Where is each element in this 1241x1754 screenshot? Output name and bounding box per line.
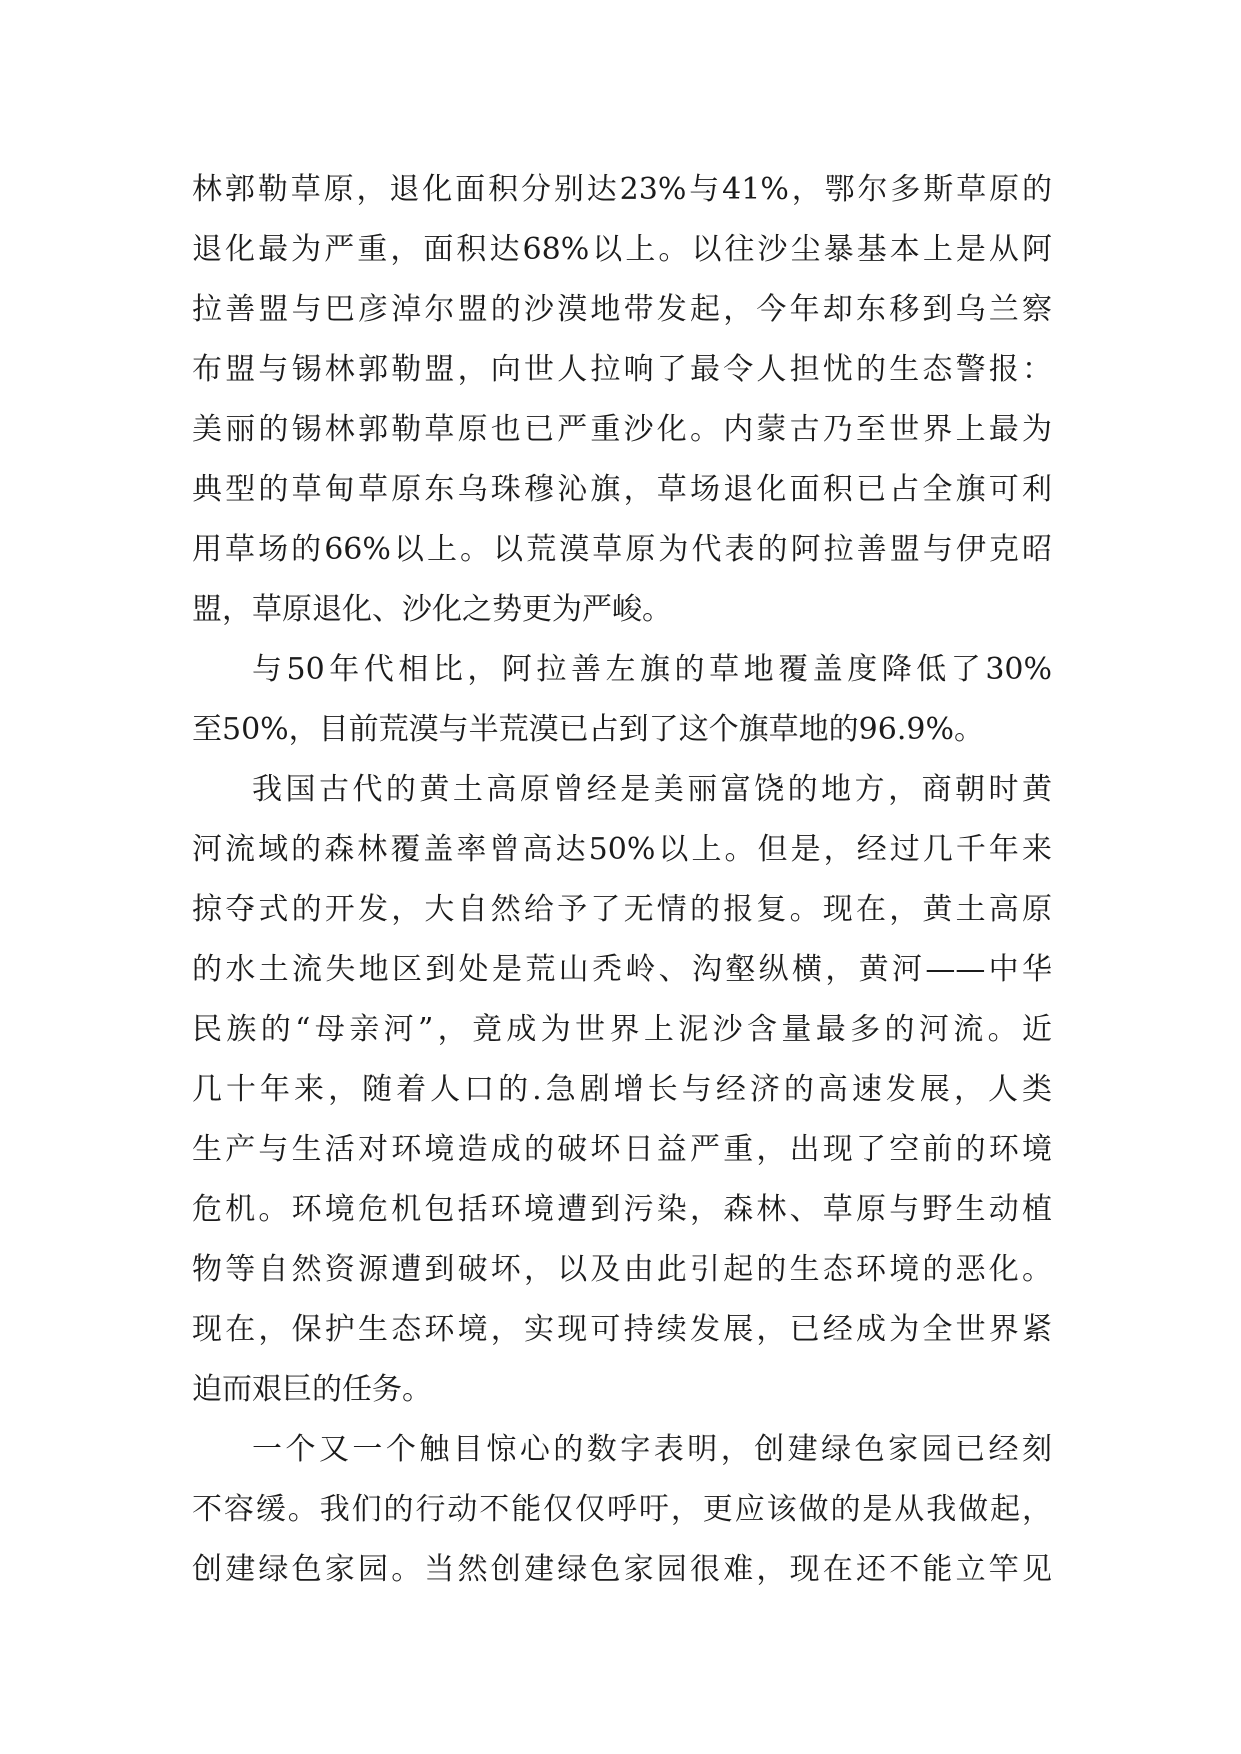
text-line: 拉善盟与巴彦淖尔盟的沙漠地带发起，今年却东移到乌兰察 — [192, 292, 1052, 327]
text-line: 创建绿色家园。当然创建绿色家园很难，现在还不能立竿见 — [192, 1552, 1052, 1587]
text-line: 用草场的66%以上。以荒漠草原为代表的阿拉善盟与伊克昭 — [192, 532, 1052, 567]
paragraph — [192, 760, 1052, 1420]
text-line: 的水土流失地区到处是荒山秃岭、沟壑纵横，黄河——中华 — [192, 952, 1052, 987]
paragraph — [192, 1420, 1052, 1600]
text-line: 布盟与锡林郭勒盟，向世人拉响了最令人担忧的生态警报： — [192, 352, 1052, 387]
text-line: 典型的草甸草原东乌珠穆沁旗，草场退化面积已占全旗可利 — [192, 472, 1052, 507]
document-body — [192, 160, 1052, 1600]
text-line: 一个又一个触目惊心的数字表明，创建绿色家园已经刻 — [252, 1432, 1052, 1467]
text-line: 林郭勒草原，退化面积分别达23%与41%，鄂尔多斯草原的 — [192, 172, 1052, 207]
text-line: 生产与生活对环境造成的破坏日益严重，出现了空前的环境 — [192, 1132, 1052, 1167]
text-line: 不容缓。我们的行动不能仅仅呼吁，更应该做的是从我做起， — [192, 1492, 1052, 1527]
text-line: 河流域的森林覆盖率曾高达50%以上。但是，经过几千年来 — [192, 832, 1052, 867]
text-line: 美丽的锡林郭勒草原也已严重沙化。内蒙古乃至世界上最为 — [192, 412, 1052, 447]
paragraph — [192, 640, 1052, 760]
text-line: 迫而艰巨的任务。 — [192, 1372, 432, 1407]
text-line: 掠夺式的开发，大自然给予了无情的报复。现在，黄土高原 — [192, 892, 1052, 927]
text-line: 盟，草原退化、沙化之势更为严峻。 — [192, 592, 672, 627]
text-line: 我国古代的黄土高原曾经是美丽富饶的地方，商朝时黄 — [252, 772, 1052, 807]
text-line: 危机。环境危机包括环境遭到污染，森林、草原与野生动植 — [192, 1192, 1052, 1227]
text-line: 现在，保护生态环境，实现可持续发展，已经成为全世界紧 — [192, 1312, 1052, 1347]
text-line: 民族的“母亲河”，竟成为世界上泥沙含量最多的河流。近 — [192, 1012, 1052, 1047]
text-line: 几十年来，随着人口的.急剧增长与经济的高速发展，人类 — [192, 1072, 1052, 1107]
text-line: 退化最为严重，面积达68%以上。以往沙尘暴基本上是从阿 — [192, 232, 1052, 267]
text-line: 与50年代相比，阿拉善左旗的草地覆盖度降低了30% — [252, 652, 1052, 687]
text-line: 物等自然资源遭到破坏，以及由此引起的生态环境的恶化。 — [192, 1252, 1052, 1287]
paragraph — [192, 160, 1052, 640]
text-line: 至50%，目前荒漠与半荒漠已占到了这个旗草地的96.9%。 — [192, 712, 984, 747]
